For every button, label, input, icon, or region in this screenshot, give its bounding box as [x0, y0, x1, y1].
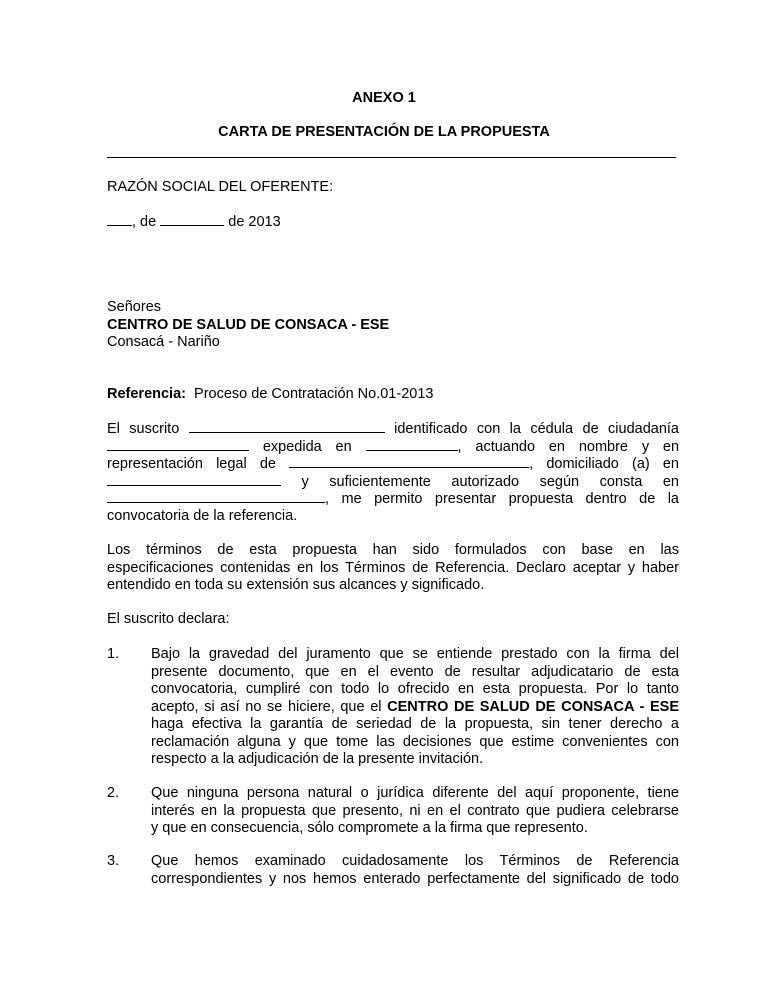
para1-text: expedida en	[262, 439, 352, 455]
id-blank	[107, 438, 249, 451]
para1-text: , me permito presentar propuesta dentro de la	[325, 491, 679, 507]
para2-text: Los términos de esta propuesta han sido formulados con base en las	[107, 542, 679, 558]
item-line: correspondientes y nos hemos enterado perfectamente del significado de todo	[151, 870, 679, 887]
item-text: acepto, si así no se hiciere, que el	[151, 698, 382, 715]
para2-text: especificaciones contenidas en los Términos de Referencia. Declaro aceptar y haber	[107, 560, 679, 576]
para1-line1	[107, 420, 679, 439]
para1-text: , actuando en nombre y en	[457, 439, 680, 455]
para1-text: representación legal de	[107, 456, 276, 472]
declaration-item-2	[151, 785, 679, 838]
addressee-location: Consacá - Nariño	[107, 334, 220, 350]
item-line	[151, 699, 679, 717]
date-line	[107, 213, 679, 232]
company-blank	[289, 455, 529, 468]
item-line: convocatoria, cumpliré con todo lo ofrecido en esta propuesta. Por lo tanto	[151, 681, 679, 697]
para1-text: identificado con la cédula de ciudadanía	[394, 421, 679, 437]
reference-label: Referencia:	[107, 386, 186, 402]
reference-text: Proceso de Contratación No.01-2013	[194, 386, 434, 402]
para1-line4	[107, 473, 679, 492]
address-blank	[107, 473, 281, 486]
document-blank	[107, 490, 325, 503]
item-number: 1.	[107, 646, 120, 662]
item-line: presente documento, que en el evento de resultar adjudicatario de esta	[151, 663, 679, 680]
item-line: Que hemos examinado cuidadosamente los Términos de Referencia	[151, 853, 679, 869]
item-line: Que ninguna persona natural o jurídica diferente del aquí proponente, tiene	[151, 785, 679, 801]
declaration-item-1	[151, 646, 679, 769]
para1-line5	[107, 490, 679, 509]
declaration-item-3	[151, 853, 679, 888]
day-blank	[107, 213, 132, 226]
para2-line3: entendido en toda su extensión sus alcances y significado.	[107, 577, 485, 593]
item-line: interés en la propuesta que presento, ni en el contrato que pudiera celebrarse	[151, 802, 679, 819]
reference-line	[107, 386, 679, 404]
item-line: haga efectiva la garantía de seriedad de la propuesta, sin tener derecho a	[151, 716, 679, 732]
para1-line6: convocatoria de la referencia.	[107, 508, 298, 524]
item-number: 2.	[107, 785, 120, 801]
item-line: y que en consecuencia, sólo compromete a la firma que represento.	[151, 820, 588, 836]
item-line: respecto a la adjudicación de la presente invitación.	[151, 751, 484, 767]
para2-line2	[107, 560, 679, 578]
month-blank	[160, 213, 224, 226]
item-line: reclamación alguna y que tome las decisiones que estime convenientes con	[151, 733, 679, 750]
addressee-entity: CENTRO DE SALUD DE CONSACA - ESE	[107, 317, 390, 333]
item-number: 3.	[107, 853, 120, 869]
header-divider	[107, 157, 676, 158]
item-line: Bajo la gravedad del juramento que se entiende prestado con la firma del	[151, 646, 679, 662]
para1-text: El suscrito	[107, 421, 180, 437]
name-blank	[189, 420, 385, 433]
item-entity: CENTRO DE SALUD DE CONSACA - ESE	[387, 698, 679, 715]
declares-label: El suscrito declara:	[107, 611, 230, 627]
annex-title: ANEXO 1	[352, 90, 416, 106]
para2-line1	[107, 542, 679, 560]
date-year: de 2013	[228, 214, 281, 230]
para1-line3	[107, 455, 679, 474]
para1-line2	[107, 438, 679, 457]
para1-text: y suficientemente autorizado según consta en	[301, 474, 679, 490]
para1-text: , domiciliado (a) en	[529, 456, 679, 472]
letter-title: CARTA DE PRESENTACIÓN DE LA PROPUESTA	[218, 124, 550, 140]
city-blank	[366, 438, 458, 451]
salutation: Señores	[107, 299, 162, 315]
bidder-label: RAZÓN SOCIAL DEL OFERENTE:	[107, 179, 334, 195]
date-mid: , de	[132, 214, 157, 230]
